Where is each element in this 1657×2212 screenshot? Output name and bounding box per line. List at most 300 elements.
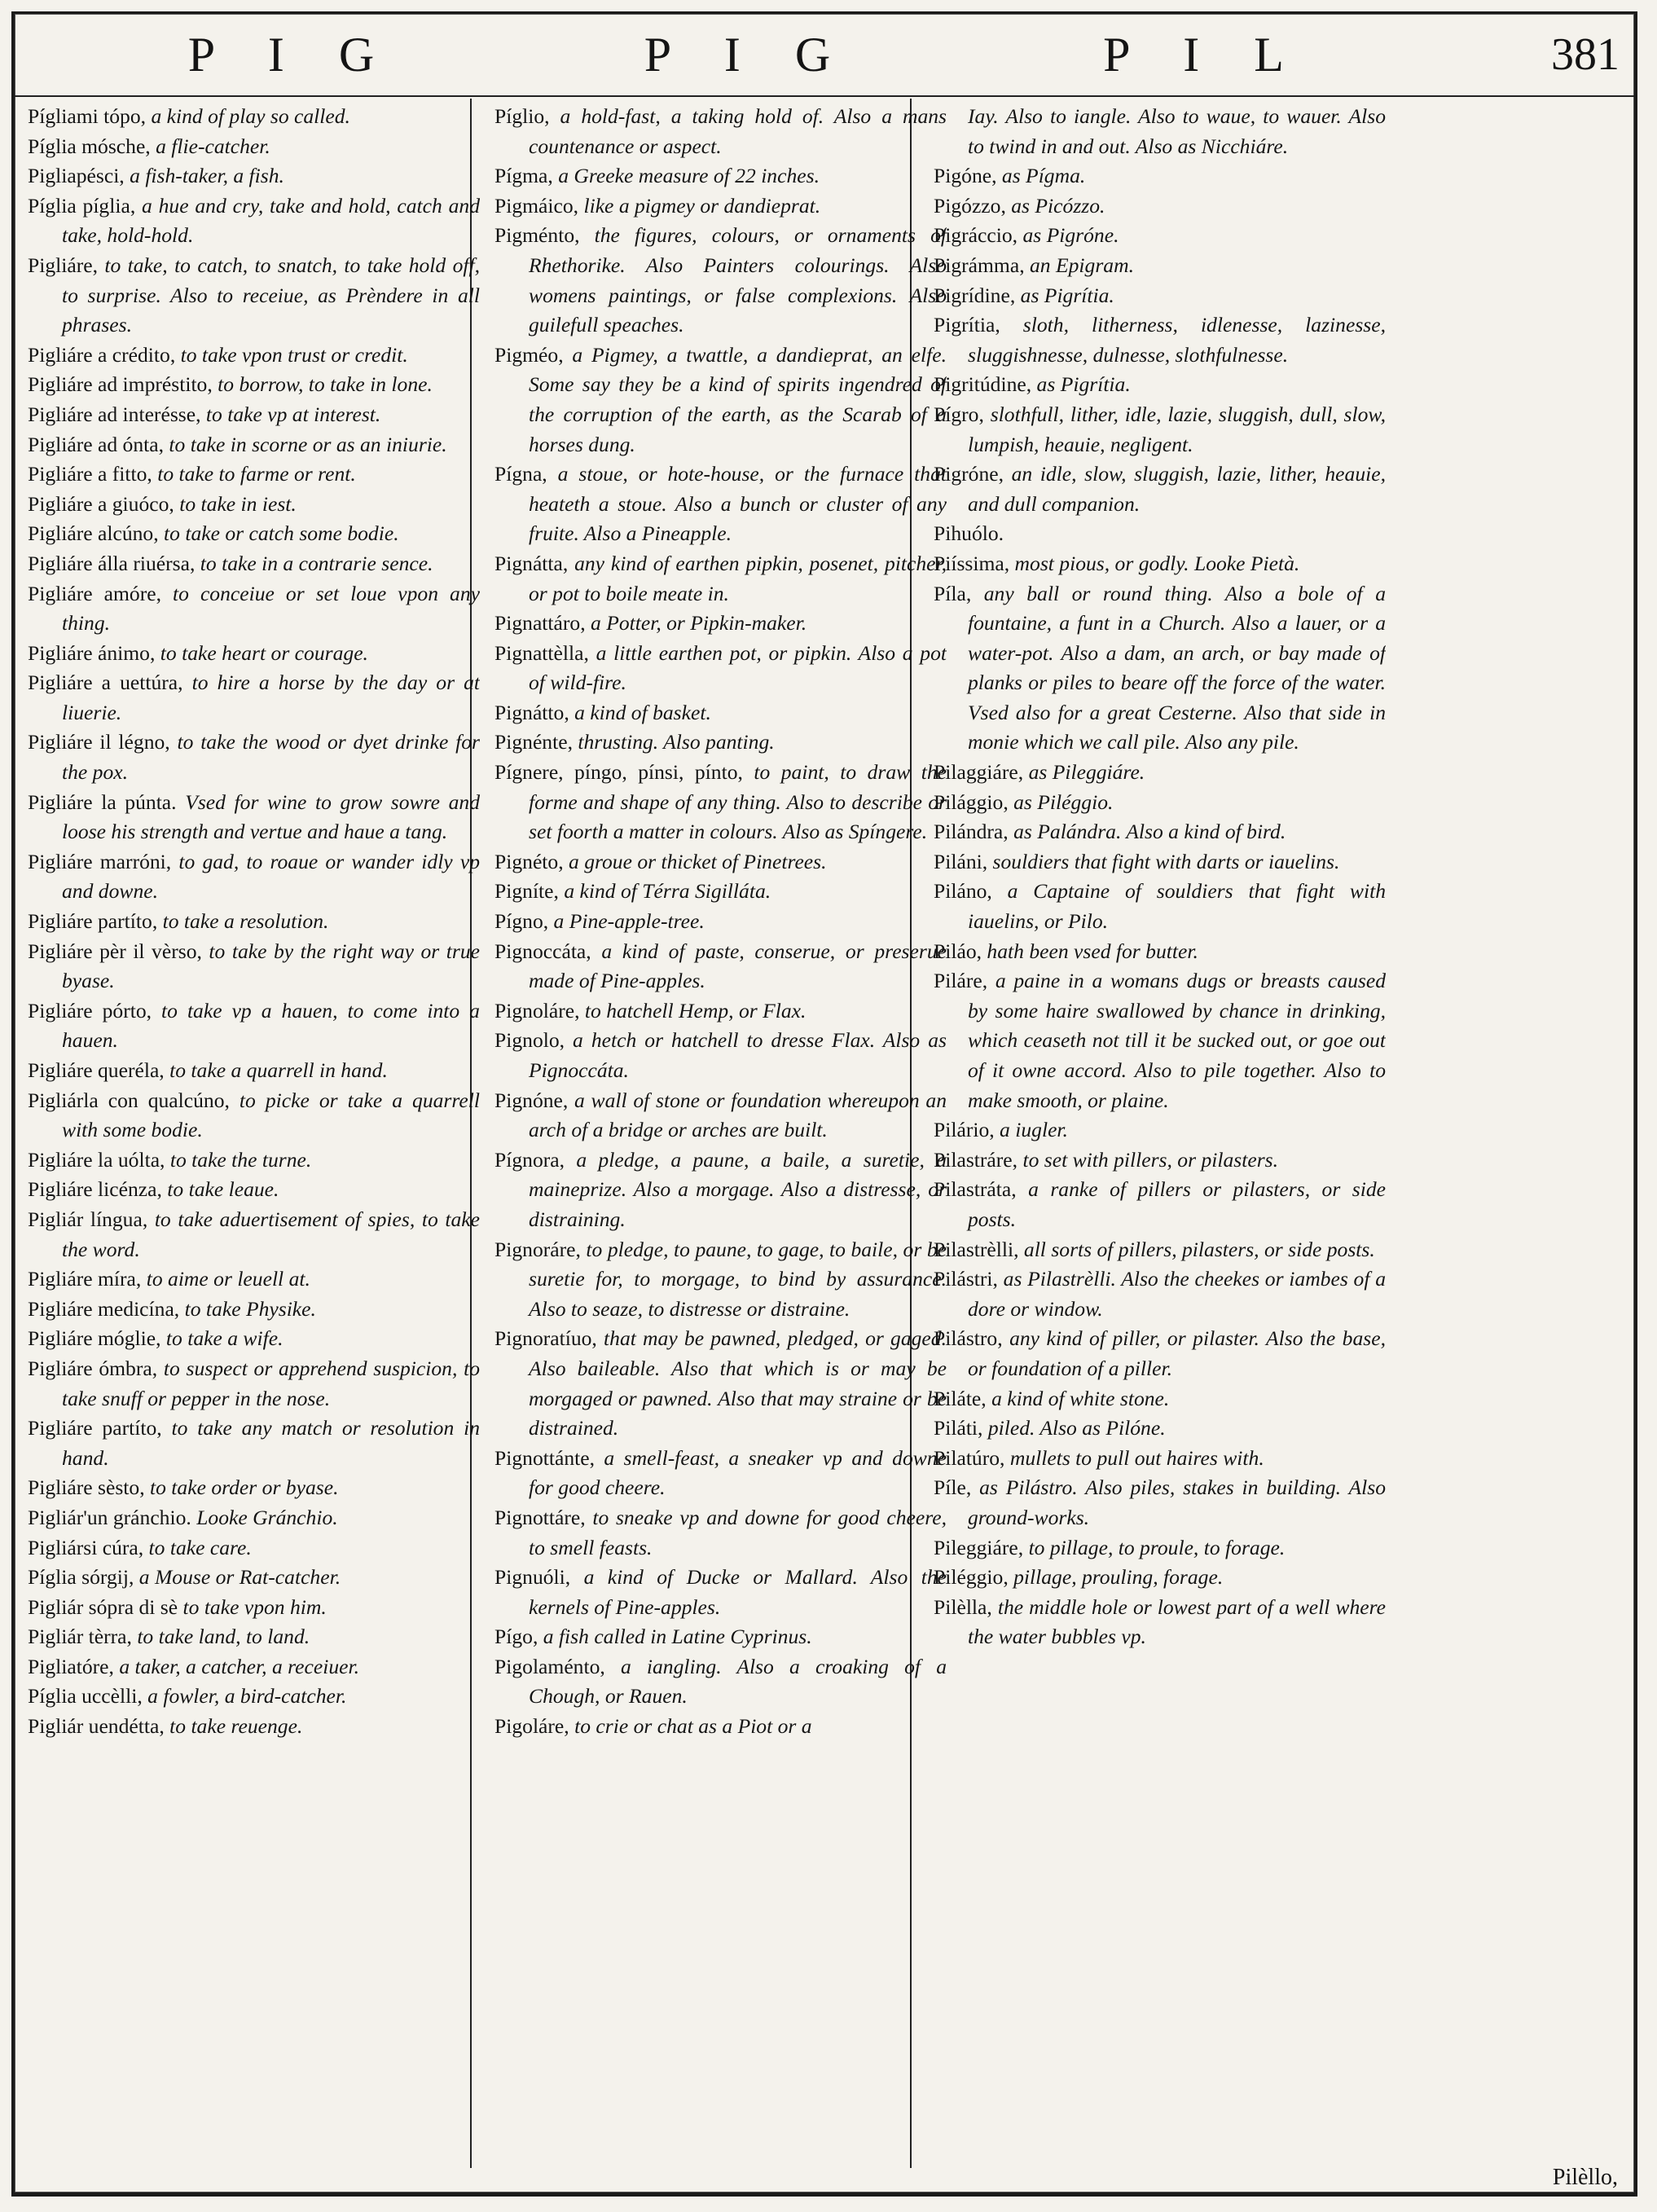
page-number: 381 bbox=[1551, 29, 1620, 80]
entry-definition: hath been vsed for butter. bbox=[982, 939, 1198, 963]
entry-term: Pigliáre a crédito, bbox=[28, 342, 176, 367]
dictionary-entry bbox=[28, 728, 480, 787]
entry-definition: as Pigrítia. bbox=[1031, 372, 1131, 397]
entry-term: Pilaggiáre, bbox=[934, 760, 1024, 785]
dictionary-entry bbox=[494, 1146, 947, 1235]
entry-definition: to paint, to draw the forme and shape of any thing. Also to describe or set foorth a matter in colours. Also as Spíngere. bbox=[529, 760, 947, 844]
dictionary-entry bbox=[28, 639, 480, 669]
entry-term: Piláte, bbox=[934, 1386, 987, 1410]
entry-term: Pigliár'un gránchio. bbox=[28, 1505, 191, 1529]
dictionary-entry bbox=[28, 102, 480, 132]
entry-definition: to take vpon him. bbox=[178, 1594, 327, 1619]
entry-definition: a hue and cry, take and hold, catch and take, hold-hold. bbox=[62, 193, 480, 248]
catchword: Pilèllo, bbox=[1552, 2165, 1618, 2190]
entry-term: Pigliáre la uólta, bbox=[28, 1147, 165, 1172]
dictionary-entry bbox=[934, 281, 1386, 311]
entry-term: Pigméo, bbox=[494, 342, 564, 367]
entry-definition: a Mouse or Rat-catcher. bbox=[134, 1565, 341, 1590]
entry-term: Pigníte, bbox=[494, 879, 559, 904]
entry-term: Pigóne, bbox=[934, 164, 997, 188]
dictionary-entry bbox=[28, 1086, 480, 1146]
dictionary-entry bbox=[494, 907, 947, 937]
entry-definition: a wall of stone or foundation whereupon an arch of a bridge or arches are built. bbox=[529, 1088, 947, 1142]
entry-term: Piláo, bbox=[934, 939, 982, 963]
entry-definition: a pledge, a paune, a baile, a suretie, a maineprize. Also a morgage. Also a distresse, or distraining. bbox=[529, 1147, 947, 1231]
entry-definition: an Epigram. bbox=[1024, 253, 1134, 277]
dictionary-entry bbox=[494, 1652, 947, 1712]
entry-definition: to take aduertisement of spies, to take the word. bbox=[62, 1207, 480, 1261]
dictionary-entry bbox=[28, 1652, 480, 1682]
entry-term: Pigliáre queréla, bbox=[28, 1058, 165, 1082]
dictionary-entry bbox=[28, 1503, 480, 1533]
entry-definition: a little earthen pot, or pipkin. Also a pot of wild-fire. bbox=[529, 640, 947, 695]
entry-definition: to picke or take a quarrell with some bodie. bbox=[62, 1088, 480, 1142]
dictionary-entry bbox=[934, 1146, 1386, 1176]
entry-definition: a paine in a womans dugs or breasts caused by some haire swallowed by chance in drinking, which ceaseth not till it be sucked out, or goe out of it owne accord. Also to pile together. Also to make smooth, or plaine. bbox=[968, 969, 1386, 1112]
dictionary-entry bbox=[494, 1622, 947, 1652]
entry-term: Pilándra, bbox=[934, 820, 1009, 844]
running-headword-right: P I L bbox=[1103, 28, 1305, 81]
entry-definition: to take heart or courage. bbox=[155, 640, 368, 665]
entry-term: Pigliáre ánimo, bbox=[28, 640, 156, 665]
dictionary-entry bbox=[934, 221, 1386, 251]
entry-term: Pigliáre ad ónta, bbox=[28, 432, 165, 456]
entry-term: Pigliáre amóre, bbox=[28, 581, 161, 605]
entry-definition: to take a resolution. bbox=[157, 909, 329, 934]
entry-definition: to take land, to land. bbox=[131, 1625, 310, 1649]
entry-definition: to pledge, to paune, to gage, to baile, or be suretie for, to morgage, to bind by assurance. Also to seaze, to distresse or distraine. bbox=[529, 1237, 947, 1321]
dictionary-entry bbox=[28, 549, 480, 579]
dictionary-entry bbox=[28, 847, 480, 907]
entry-term: Pígnere, píngo, pínsi, pínto, bbox=[494, 760, 743, 785]
entry-definition: Iay. Also to iangle. Also to waue, to wauer. Also to twind in and out. Also as Nicchiáre. bbox=[968, 104, 1386, 158]
entry-term: Pigliáre ómbra, bbox=[28, 1356, 158, 1380]
dictionary-entry bbox=[28, 490, 480, 520]
dictionary-entry bbox=[28, 1324, 480, 1354]
dictionary-entry bbox=[28, 1533, 480, 1563]
entry-term: Pigráccio, bbox=[934, 223, 1018, 248]
entry-term: Piláre, bbox=[934, 969, 988, 993]
entry-definition: as Pilástro. Also piles, stakes in building. Also ground-works. bbox=[968, 1475, 1386, 1529]
dictionary-entry bbox=[28, 1205, 480, 1264]
dictionary-entry bbox=[494, 460, 947, 549]
entry-definition: a fish called in Latine Cyprinus. bbox=[538, 1625, 812, 1649]
running-header bbox=[15, 14, 1634, 97]
entry-term: Pigliár sópra di sè bbox=[28, 1594, 178, 1619]
dictionary-entry bbox=[28, 668, 480, 728]
entry-term: Pignóne, bbox=[494, 1088, 569, 1112]
dictionary-entry bbox=[934, 191, 1386, 222]
dictionary-entry bbox=[934, 102, 1386, 161]
dictionary-entry bbox=[494, 609, 947, 639]
entry-term: Pigliáre a giuóco, bbox=[28, 491, 174, 516]
entry-term: Píle, bbox=[934, 1475, 972, 1500]
entry-definition: a flie-catcher. bbox=[150, 134, 270, 158]
dictionary-entry bbox=[494, 1563, 947, 1622]
entry-term: Pígro, bbox=[934, 402, 984, 426]
entry-term: Píla, bbox=[934, 581, 972, 605]
dictionary-entry bbox=[934, 1175, 1386, 1234]
entry-term: Pigliáre licénza, bbox=[28, 1177, 162, 1202]
entry-definition: to hatchell Hemp, or Flax. bbox=[579, 998, 807, 1022]
entry-term: Pignoratíuo, bbox=[494, 1326, 597, 1351]
entry-definition: to conceiue or set loue vpon any thing. bbox=[62, 581, 480, 635]
entry-term: Pigliársi cúra, bbox=[28, 1535, 144, 1559]
entry-term: Pígo, bbox=[494, 1625, 538, 1649]
dictionary-entry bbox=[494, 1086, 947, 1146]
entry-term: Pigliáre partíto, bbox=[28, 909, 158, 934]
dictionary-entry bbox=[494, 191, 947, 222]
entry-term: Pigoláre, bbox=[494, 1714, 569, 1739]
dictionary-entry bbox=[934, 758, 1386, 788]
entry-term: Pignéto, bbox=[494, 849, 564, 873]
entry-definition: sloth, litherness, idlenesse, lazinesse, sluggishnesse, dulnesse, slothfulnesse. bbox=[968, 313, 1386, 367]
entry-definition: a hold-fast, a taking hold of. Also a mans countenance or aspect. bbox=[529, 104, 947, 158]
entry-definition: a kind of white stone. bbox=[986, 1386, 1170, 1410]
dictionary-entry bbox=[494, 1026, 947, 1085]
entry-definition: as Pilastrèlli. Also the cheekes or iambes of a dore or window. bbox=[968, 1267, 1386, 1321]
entry-term: Pigliár língua, bbox=[28, 1207, 148, 1231]
dictionary-entry bbox=[934, 817, 1386, 847]
entry-definition: to take a quarrell in hand. bbox=[164, 1058, 388, 1082]
entry-term: Pigolaménto, bbox=[494, 1654, 605, 1678]
entry-definition: as Pileggiáre. bbox=[1023, 760, 1145, 785]
dictionary-entry bbox=[494, 1503, 947, 1563]
entry-definition: to take in a contrarie sence. bbox=[195, 551, 433, 575]
entry-term: Pignénte, bbox=[494, 730, 573, 754]
entry-definition: like a pigmey or dandieprat. bbox=[578, 193, 821, 218]
entry-term: Píglia sórgij, bbox=[28, 1565, 134, 1590]
column-3 bbox=[934, 102, 1386, 2170]
entry-definition: that may be pawned, pledged, or gaged. Also baileable. Also that which is or may be morgaged or pawned. Also that may straine or be distrained. bbox=[529, 1326, 947, 1440]
entry-definition: most pious, or godly. Looke Pietà. bbox=[1009, 551, 1300, 575]
entry-definition: as Palándra. Also a kind of bird. bbox=[1008, 820, 1286, 844]
entry-definition: a iangling. Also a croaking of a Chough, or Rauen. bbox=[529, 1654, 947, 1708]
dictionary-entry bbox=[28, 1414, 480, 1473]
dictionary-entry bbox=[934, 1593, 1386, 1652]
entry-definition: a fish-taker, a fish. bbox=[124, 164, 284, 188]
entry-term: Pigliáre alcúno, bbox=[28, 521, 159, 546]
entry-term: Pigliatóre, bbox=[28, 1654, 114, 1678]
entry-term: Pigliáre móglie, bbox=[28, 1326, 161, 1351]
entry-definition: to take by the right way or true byase. bbox=[62, 939, 480, 993]
dictionary-entry bbox=[28, 907, 480, 937]
entry-definition: as Piléggio. bbox=[1008, 789, 1114, 814]
dictionary-entry bbox=[934, 937, 1386, 967]
entry-definition: thrusting. Also panting. bbox=[572, 730, 775, 754]
dictionary-entry bbox=[28, 132, 480, 162]
entry-term: Pignoccáta, bbox=[494, 939, 591, 963]
entry-term: Pigliáre ad interésse, bbox=[28, 402, 201, 426]
dictionary-entry bbox=[934, 549, 1386, 579]
entry-definition: to take vp at interest. bbox=[200, 402, 381, 426]
column-2 bbox=[494, 102, 947, 2170]
entry-term: Pignoláre, bbox=[494, 998, 580, 1022]
dictionary-entry bbox=[494, 102, 947, 161]
column-1 bbox=[28, 102, 480, 2170]
entry-term: Pigliár uendétta, bbox=[28, 1714, 165, 1739]
entry-definition: to take order or byase. bbox=[144, 1475, 339, 1500]
entry-definition: to take care. bbox=[143, 1535, 252, 1559]
entry-term: Pilário, bbox=[934, 1118, 995, 1142]
entry-definition: as Pígma. bbox=[996, 164, 1086, 188]
dictionary-entry bbox=[934, 579, 1386, 759]
entry-definition: a Pine-apple-tree. bbox=[548, 909, 705, 934]
dictionary-entry bbox=[494, 639, 947, 698]
entry-term: Pignottáre, bbox=[494, 1505, 586, 1529]
entry-definition: to take Physike. bbox=[179, 1296, 316, 1321]
dictionary-entry bbox=[934, 251, 1386, 281]
entry-definition: a Pigmey, a twattle, a dandieprat, an elfe. Some say they be a kind of spirits ingendred of the corruption of the earth, as the Scarab of a horses dung. bbox=[529, 342, 947, 456]
entry-term: Píglio, bbox=[494, 104, 550, 128]
entry-definition: a kind of paste, conserue, or preserue made of Pine-apples. bbox=[529, 939, 947, 993]
entry-definition: to sneake vp and downe for good cheere, to smell feasts. bbox=[529, 1505, 947, 1559]
entry-term: Pigliáre a uettúra, bbox=[28, 671, 183, 695]
entry-definition: a kind of basket. bbox=[569, 700, 711, 724]
dictionary-entry bbox=[934, 1563, 1386, 1593]
entry-term: Pigliáre míra, bbox=[28, 1267, 142, 1291]
entry-definition: to take vp a hauen, to come into a hauen. bbox=[62, 998, 480, 1053]
dictionary-entry bbox=[28, 430, 480, 460]
dictionary-entry bbox=[494, 161, 947, 191]
dictionary-entry bbox=[494, 1324, 947, 1443]
dictionary-entry bbox=[934, 1414, 1386, 1444]
entry-definition: an idle, slow, sluggish, lazie, lither, heauie, and dull companion. bbox=[968, 462, 1386, 516]
entry-definition: to take any match or resolution in hand. bbox=[62, 1416, 480, 1470]
dictionary-entry bbox=[934, 1533, 1386, 1563]
entry-term: Pigliáre, bbox=[28, 253, 99, 277]
dictionary-entry bbox=[28, 519, 480, 549]
entry-term: Píglia mósche, bbox=[28, 134, 151, 158]
entry-definition: souldiers that fight with darts or iauelins. bbox=[987, 849, 1340, 873]
entry-definition: to set with pillers, or pilasters. bbox=[1017, 1147, 1279, 1172]
entry-term: Píglia píglia, bbox=[28, 193, 136, 218]
dictionary-entry bbox=[494, 996, 947, 1027]
dictionary-page bbox=[11, 11, 1637, 2197]
running-headword-left: P I G bbox=[187, 28, 396, 81]
entry-term: Pigliáre a fitto, bbox=[28, 462, 152, 486]
entry-term: Pígnora, bbox=[494, 1147, 565, 1172]
dictionary-entry bbox=[934, 788, 1386, 818]
dictionary-entry bbox=[28, 460, 480, 490]
dictionary-entry bbox=[494, 549, 947, 609]
entry-term: Pígna, bbox=[494, 462, 547, 486]
entry-term: Pigliáre pèr il vèrso, bbox=[28, 939, 202, 963]
entry-term: Pigliáre álla riuérsa, bbox=[28, 551, 196, 575]
entry-definition: a stoue, or hote-house, or the furnace that heateth a stoue. Also a bunch or cluster of any fruite. Also a Pineapple. bbox=[529, 462, 947, 546]
entry-definition: any kind of earthen pipkin, posenet, pitcher, or pot to boile meate in. bbox=[529, 551, 947, 605]
entry-definition: as Pigróne. bbox=[1017, 223, 1119, 248]
entry-term: Pilággio, bbox=[934, 789, 1009, 814]
dictionary-entry bbox=[28, 341, 480, 371]
entry-definition: a kind of play so called. bbox=[146, 104, 350, 128]
entry-term: Pigliapésci, bbox=[28, 164, 125, 188]
entry-term: Pignottánte, bbox=[494, 1445, 595, 1470]
dictionary-entry bbox=[494, 937, 947, 996]
entry-definition: a ranke of pillers or pilasters, or side posts. bbox=[968, 1177, 1386, 1231]
entry-definition: to take in iest. bbox=[174, 491, 297, 516]
dictionary-entry bbox=[28, 1264, 480, 1295]
entry-definition: a Captaine of souldiers that fight with iauelins, or Pilo. bbox=[968, 879, 1386, 934]
dictionary-entry bbox=[28, 251, 480, 341]
dictionary-entry bbox=[934, 161, 1386, 191]
entry-term: Pilastrèlli, bbox=[934, 1237, 1019, 1261]
entry-term: Piláno, bbox=[934, 879, 992, 904]
entry-definition: to gad, to roaue or wander idly vp and downe. bbox=[62, 849, 480, 904]
dictionary-entry bbox=[934, 1264, 1386, 1324]
entry-term: Pigliáre medicína, bbox=[28, 1296, 180, 1321]
dictionary-entry bbox=[28, 191, 480, 251]
entry-definition: to borrow, to take in lone. bbox=[212, 372, 433, 397]
entry-term: Pignattáro, bbox=[494, 611, 586, 635]
entry-definition: to hire a horse by the day or at liuerie. bbox=[62, 671, 480, 724]
entry-term: Pigliáre sèsto, bbox=[28, 1475, 145, 1500]
entry-term: Pigritúdine, bbox=[934, 372, 1032, 397]
entry-definition: to take to farme or rent. bbox=[152, 462, 356, 486]
dictionary-entry bbox=[28, 1175, 480, 1205]
entry-definition: any ball or round thing. Also a bole of a fountaine, a funt in a Church. Also a lauer, or a water-pot. Also a dam, an arch, or bay made of planks or piles to beare off the force of the water. Vsed also for a great Cesterne. Also that side in monie which we call pile. Also any pile. bbox=[968, 581, 1386, 754]
entry-definition: the figures, colours, or ornaments of Rhethorike. Also Painters colourings. Also womens paintings, or false complexions. Also guilefull speaches. bbox=[529, 223, 947, 337]
entry-term: Pigróne, bbox=[934, 462, 1004, 486]
running-headword-middle: P I G bbox=[644, 28, 852, 81]
entry-definition: pillage, prouling, forage. bbox=[1008, 1565, 1224, 1590]
dictionary-entry bbox=[934, 847, 1386, 877]
entry-definition: a Greeke measure of 22 inches. bbox=[552, 164, 820, 188]
dictionary-entry bbox=[934, 1115, 1386, 1146]
entry-definition: the middle hole or lowest part of a well where the water bubbles vp. bbox=[968, 1594, 1386, 1649]
entry-term: Pilastráta, bbox=[934, 1177, 1017, 1202]
dictionary-entry bbox=[934, 1324, 1386, 1383]
dictionary-entry bbox=[494, 847, 947, 877]
entry-term: Pignolo, bbox=[494, 1028, 565, 1053]
dictionary-entry bbox=[28, 1682, 480, 1712]
dictionary-entry bbox=[28, 1146, 480, 1176]
entry-definition: a groue or thicket of Pinetrees. bbox=[563, 849, 827, 873]
dictionary-entry bbox=[494, 758, 947, 847]
entry-term: Pignátto, bbox=[494, 700, 569, 724]
entry-definition: to take vpon trust or credit. bbox=[175, 342, 408, 367]
entry-definition: to take reuenge. bbox=[164, 1714, 303, 1739]
dictionary-entry bbox=[28, 1056, 480, 1086]
dictionary-entry bbox=[934, 1444, 1386, 1474]
dictionary-entry bbox=[934, 1473, 1386, 1533]
entry-term: Pignátta, bbox=[494, 551, 569, 575]
entry-term: Pigliáre partíto, bbox=[28, 1416, 162, 1440]
entry-definition: Vsed for wine to grow sowre and loose his strength and vertue and haue a tang. bbox=[62, 789, 480, 844]
entry-definition: to aime or leuell at. bbox=[141, 1267, 310, 1291]
entry-term: Pígma, bbox=[494, 164, 553, 188]
dictionary-entry bbox=[494, 698, 947, 728]
dictionary-entry bbox=[494, 221, 947, 340]
entry-definition: a smell-feast, a sneaker vp and downe for good cheere. bbox=[529, 1445, 947, 1500]
dictionary-entry bbox=[934, 877, 1386, 936]
dictionary-entry bbox=[934, 310, 1386, 370]
entry-definition: to take the turne. bbox=[165, 1147, 312, 1172]
entry-definition: a kind of Ducke or Mallard. Also the kernels of Pine-apples. bbox=[529, 1565, 947, 1619]
entry-term: Piláti, bbox=[934, 1416, 983, 1440]
entry-term: Pignuóli, bbox=[494, 1565, 571, 1590]
entry-definition: as Pigrítia. bbox=[1015, 283, 1114, 307]
dictionary-entry bbox=[28, 400, 480, 430]
entry-definition: piled. Also as Pilóne. bbox=[982, 1416, 1166, 1440]
entry-term: Pilástri, bbox=[934, 1267, 998, 1291]
entry-term: Pígno, bbox=[494, 909, 549, 934]
dictionary-entry bbox=[28, 788, 480, 847]
entry-term: Piléggio, bbox=[934, 1565, 1009, 1590]
dictionary-entry bbox=[934, 966, 1386, 1115]
entry-term: Pilèlla, bbox=[934, 1594, 992, 1619]
entry-definition: all sorts of pillers, pilasters, or side posts. bbox=[1018, 1237, 1375, 1261]
entry-term: Pigliáre pórto, bbox=[28, 998, 152, 1022]
entry-definition: a kind of Térra Sigilláta. bbox=[558, 879, 771, 904]
entry-definition: slothfull, lither, idle, lazie, sluggish, dull, slow, lumpish, heauie, negligent. bbox=[968, 402, 1386, 456]
dictionary-entry bbox=[28, 370, 480, 400]
entry-definition: to take in scorne or as an iniurie. bbox=[164, 432, 447, 456]
entry-term: Pigliáre ad impréstito, bbox=[28, 372, 213, 397]
dictionary-entry bbox=[28, 579, 480, 639]
entry-definition: as Picózzo. bbox=[1005, 193, 1105, 218]
entry-definition: to take, to catch, to snatch, to take hold off, to surprise. Also to receiue, as Prèndere in all phrases. bbox=[62, 253, 480, 337]
dictionary-entry bbox=[28, 1622, 480, 1652]
entry-term: Pileggiáre, bbox=[934, 1535, 1024, 1559]
entry-term: Pigliáre la púnta. bbox=[28, 789, 177, 814]
dictionary-entry bbox=[494, 1712, 947, 1742]
entry-definition: to pillage, to proule, to forage. bbox=[1023, 1535, 1286, 1559]
dictionary-entry bbox=[28, 1593, 480, 1623]
dictionary-entry bbox=[28, 937, 480, 996]
entry-term: Pigmáico, bbox=[494, 193, 579, 218]
entry-definition: to take the wood or dyet drinke for the pox. bbox=[62, 730, 480, 785]
entry-term: Pihuólo. bbox=[934, 521, 1004, 546]
dictionary-entry bbox=[934, 1384, 1386, 1414]
dictionary-entry bbox=[494, 877, 947, 907]
dictionary-entry bbox=[28, 1712, 480, 1742]
entry-term: Píglia uccèlli, bbox=[28, 1684, 143, 1708]
dictionary-entry bbox=[934, 370, 1386, 400]
dictionary-entry bbox=[28, 161, 480, 191]
dictionary-entry bbox=[28, 1354, 480, 1414]
dictionary-entry bbox=[28, 996, 480, 1056]
dictionary-entry bbox=[28, 1473, 480, 1503]
dictionary-entry bbox=[934, 519, 1386, 549]
entry-term: Pigrítia, bbox=[934, 313, 1000, 337]
dictionary-entry bbox=[494, 341, 947, 460]
entry-definition: a iugler. bbox=[994, 1118, 1068, 1142]
entry-definition: a hetch or hatchell to dresse Flax. Also as Pignoccáta. bbox=[529, 1028, 947, 1082]
entry-term: Pigózzo, bbox=[934, 193, 1006, 218]
entry-term: Pigliáre marróni, bbox=[28, 849, 172, 873]
entry-definition: a Potter, or Pipkin-maker. bbox=[585, 611, 807, 635]
entry-term: Pigliár tèrra, bbox=[28, 1625, 132, 1649]
entry-definition: any kind of piller, or pilaster. Also the base, or foundation of a piller. bbox=[968, 1326, 1386, 1380]
entry-definition: mullets to pull out haires with. bbox=[1004, 1445, 1264, 1470]
entry-definition: to take a wife. bbox=[160, 1326, 283, 1351]
entry-definition: a taker, a catcher, a receiuer. bbox=[113, 1654, 360, 1678]
entry-term: Pigliáre il légno, bbox=[28, 730, 170, 754]
dictionary-entry bbox=[934, 400, 1386, 460]
dictionary-entry bbox=[28, 1563, 480, 1593]
entry-term: Pígliami tópo, bbox=[28, 104, 147, 128]
entry-term: Pilastráre, bbox=[934, 1147, 1018, 1172]
entry-term: Piláni, bbox=[934, 849, 988, 873]
entry-term: Piíssima, bbox=[934, 551, 1010, 575]
entry-definition: to crie or chat as a Piot or a bbox=[569, 1714, 812, 1739]
dictionary-entry bbox=[494, 1235, 947, 1325]
entry-definition: a fowler, a bird-catcher. bbox=[142, 1684, 347, 1708]
dictionary-entry bbox=[934, 1235, 1386, 1265]
entry-definition: to take leaue. bbox=[161, 1177, 279, 1202]
entry-definition: to suspect or apprehend suspicion, to take snuff or pepper in the nose. bbox=[62, 1356, 480, 1410]
